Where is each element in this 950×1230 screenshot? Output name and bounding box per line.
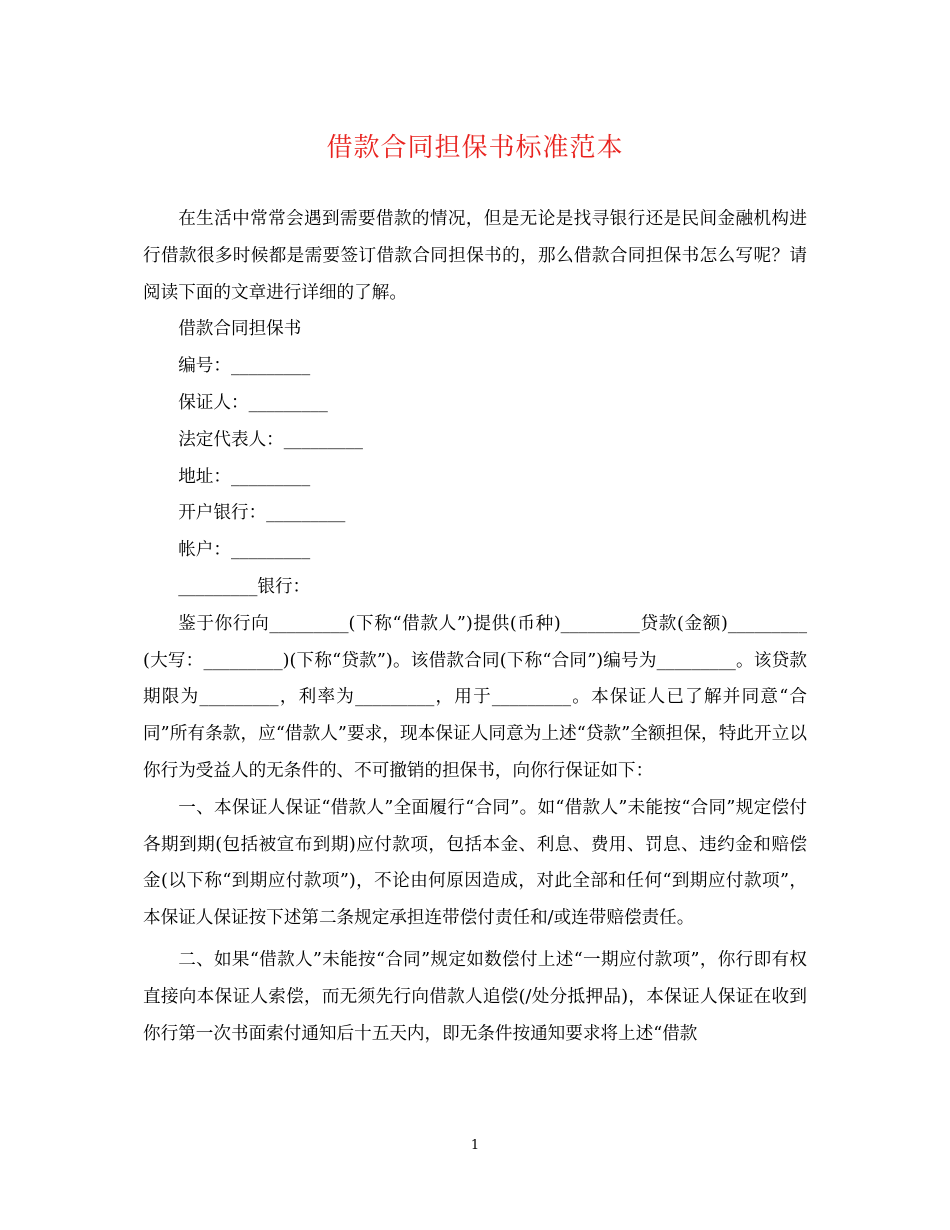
- guarantee-heading: 借款合同担保书: [178, 319, 302, 340]
- legal-representative-field: 法定代表人：_________: [178, 429, 363, 450]
- address-field: 地址：_________: [178, 466, 311, 487]
- clause-two: 二、如果“借款人”未能按“合同”规定如数偿付上述“一期应付款项”，你行即有权直接向本保证人索偿，而无须先行向借款人追偿(/处分抵押品)，本保证人保证在收到你行第一次书面索付通知后十五天内，即无条件按通知要求将上述“借款: [143, 949, 807, 1044]
- addressee-bank: _________银行：: [178, 576, 311, 597]
- number-field: 编号：_________: [178, 356, 311, 377]
- body-paragraph: 鉴于你行向_________(下称“借款人”)提供(币种)_________贷款(金额)_________(大写：_________)(下称“贷款”)。该借款合同(下称“合同”)编号为_________。该贷款期限为_________，利率为_________，用于_________。本保证人已了解并同意“合同”所有条款，应“借款人”要求，现本保证人同意为上述“贷款”全额担保，特此开立以你行为受益人的无条件的、不可撤销的担保书，向你行保证如下：: [143, 613, 807, 781]
- page-number: 1: [470, 1138, 480, 1153]
- document-title: 借款合同担保书标准范本: [326, 133, 624, 163]
- guarantor-field: 保证人：_________: [178, 392, 328, 413]
- bank-field: 开户银行：_________: [178, 503, 346, 524]
- clause-one: 一、本保证人保证“借款人”全面履行“合同”。如“借款人”未能按“合同”规定偿付各期到期(包括被宣布到期)应付款项，包括本金、利息、费用、罚息、违约金和赔偿金(以下称“到期应付款项”)，不论由何原因造成，对此全部和任何“到期应付款项”，本保证人保证按下述第二条规定承担连带偿付责任和/或连带赔偿责任。: [143, 797, 807, 929]
- account-field: 帐户：_________: [178, 540, 311, 561]
- intro-paragraph: 在生活中常常会遇到需要借款的情况，但是无论是找寻银行还是民间金融机构进行借款很多时候都是需要签订借款合同担保书的，那么借款合同担保书怎么写呢？请阅读下面的文章进行详细的了解。: [143, 209, 807, 303]
- document-body: [143, 201, 807, 1052]
